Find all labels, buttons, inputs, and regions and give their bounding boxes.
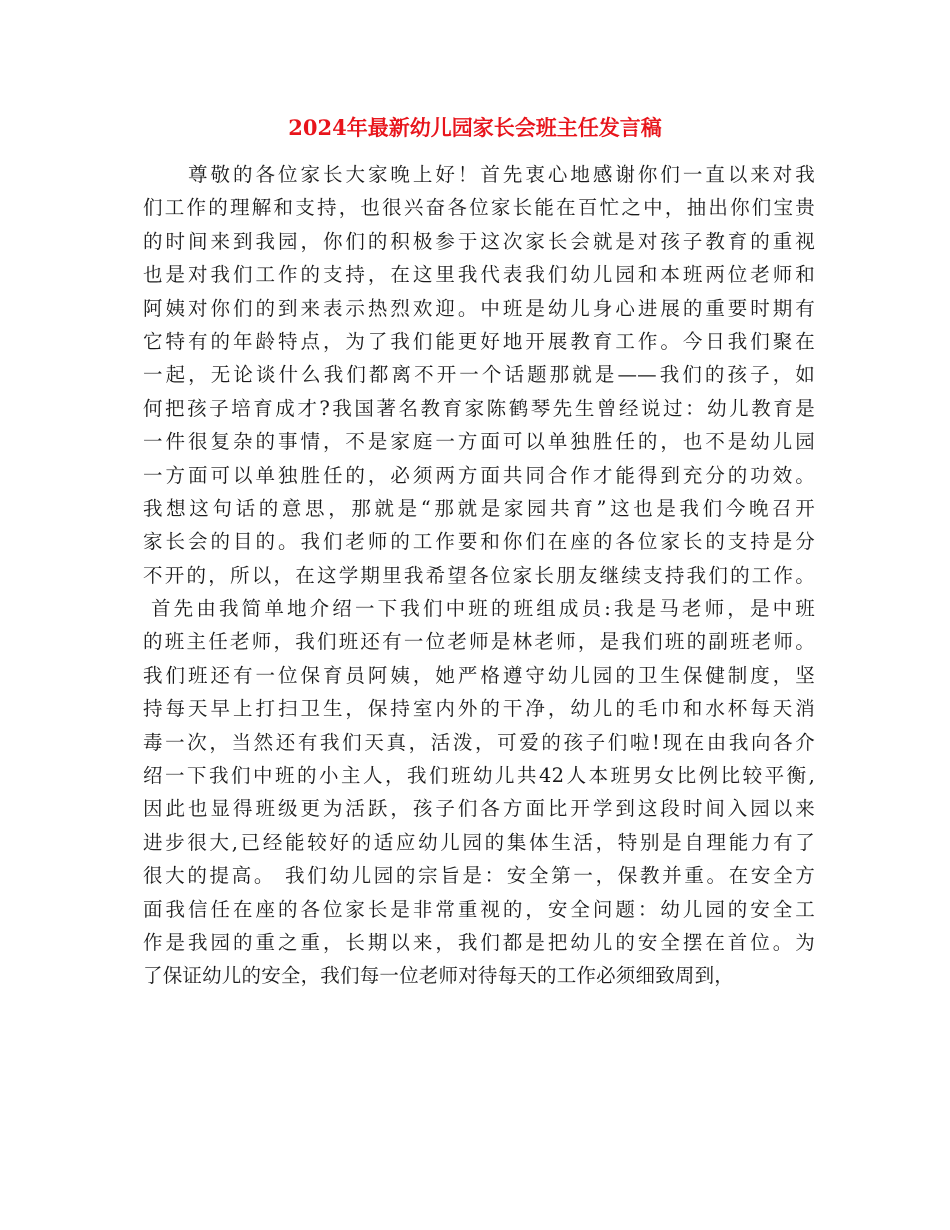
body-line: 因此也显得班级更为活跃，孩子们各方面比开学到这段时间入园以来	[143, 797, 815, 821]
body-line: 作是我园的重之重，长期以来，我们都是把幼儿的安全摆在首位。为	[143, 930, 815, 954]
body-line: 们工作的理解和支持，也很兴奋各位家长能在百忙之中，抽出你们宝贵	[143, 196, 815, 220]
body-line: 毒一次，当然还有我们天真，活泼，可爱的孩子们啦!现在由我向各介	[143, 730, 815, 754]
body-line: 持每天早上打扫卫生，保持室内外的干净，幼儿的毛巾和水杯每天消	[143, 697, 815, 721]
body-line: 的时间来到我园，你们的积极参于这次家长会就是对孩子教育的重视	[143, 229, 815, 253]
body-line: 进步很大,已经能较好的适应幼儿园的集体生活，特别是自理能力有了	[143, 830, 815, 854]
body-line: 何把孩子培育成才?我国著名教育家陈鹤琴先生曾经说过：幼儿教育是	[143, 396, 815, 420]
document-title: 2024年最新幼儿园家长会班主任发言稿	[288, 115, 662, 140]
body-line: 一起，无论谈什么我们都离不开一个话题那就是——我们的孩子，如	[143, 363, 815, 387]
body-line: 首先由我简单地介绍一下我们中班的班组成员:我是马老师，是中班	[151, 597, 815, 621]
body-line: 很大的提高。 我们幼儿园的宗旨是：安全第一，保教并重。在安全方	[143, 864, 815, 888]
body-line: 不开的，所以，在这学期里我希望各位家长朋友继续支持我们的工作。	[143, 563, 815, 587]
body-line: 它特有的年龄特点，为了我们能更好地开展教育工作。今日我们聚在	[143, 329, 815, 353]
body-line: 一件很复杂的事情，不是家庭一方面可以单独胜任的，也不是幼儿园	[143, 430, 815, 454]
body-line: 家长会的目的。我们老师的工作要和你们在座的各位家长的支持是分	[143, 530, 815, 554]
body-line: 绍一下我们中班的小主人，我们班幼儿共42人本班男女比例比较平衡,	[143, 764, 815, 788]
body-line: 我们班还有一位保育员阿姨，她严格遵守幼儿园的卫生保健制度，坚	[143, 663, 815, 687]
body-line: 了保证幼儿的安全，我们每一位老师对待每天的工作必须细致周到，	[143, 964, 735, 988]
body-line: 面我信任在座的各位家长是非常重视的，安全问题：幼儿园的安全工	[143, 897, 815, 921]
document-body	[143, 158, 815, 993]
body-line: 尊敬的各位家长大家晚上好！首先衷心地感谢你们一直以来对我	[188, 163, 815, 186]
body-line: 的班主任老师，我们班还有一位老师是林老师，是我们班的副班老师。	[143, 630, 815, 654]
body-line: 也是对我们工作的支持，在这里我代表我们幼儿园和本班两位老师和	[143, 263, 815, 287]
body-line: 一方面可以单独胜任的，必须两方面共同合作才能得到充分的功效。	[143, 463, 815, 487]
body-line: 我想这句话的意思，那就是“那就是家园共育”这也是我们今晚召开	[143, 496, 815, 520]
body-line: 阿姨对你们的到来表示热烈欢迎。中班是幼儿身心进展的重要时期有	[143, 296, 815, 320]
